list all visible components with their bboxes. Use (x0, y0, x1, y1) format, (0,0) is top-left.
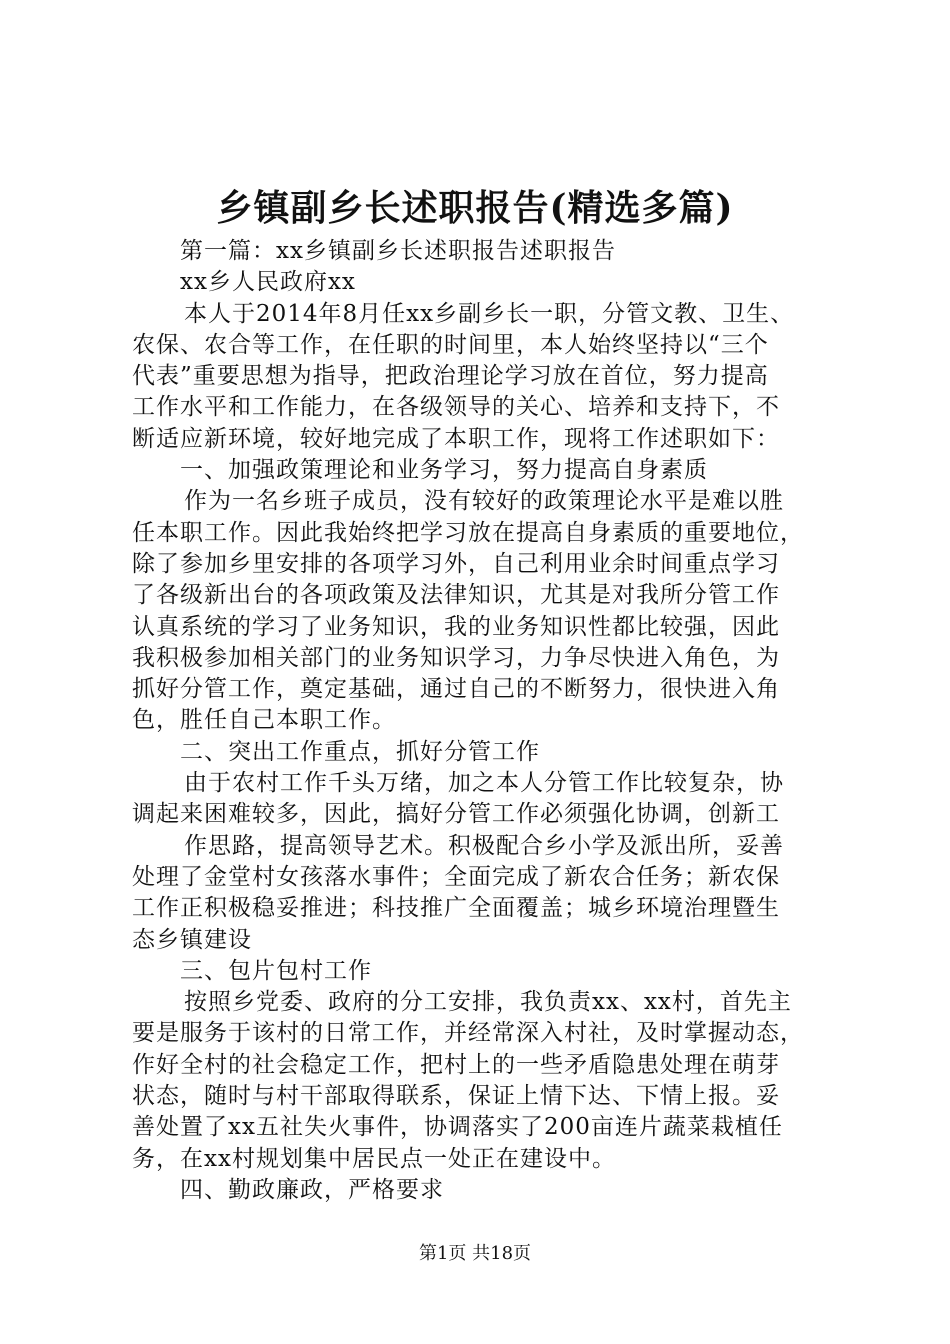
page-footer: 第1页 共18页 (418, 1243, 532, 1264)
section-heading: 第一篇：xx乡镇副乡长述职报告述职报告 (180, 238, 616, 264)
paragraph-line: 善处置了xx五社失火事件，协调落实了200亩连片蔬菜栽植任 (132, 1114, 783, 1141)
paragraph-line: 要是服务于该村的日常工作，并经常深入村社，及时掌握动态， (132, 1020, 804, 1047)
section-heading: 四、勤政廉政，严格要求 (180, 1176, 444, 1203)
paragraph-line: 作思路，提高领导艺术。积极配合乡小学及派出所，妥善 (184, 832, 784, 859)
paragraph-line: 作为一名乡班子成员，没有较好的政策理论水平是难以胜 (184, 488, 784, 515)
author-line: xx乡人民政府xx (180, 269, 356, 296)
paragraph-line: 态乡镇建设 (132, 926, 252, 953)
paragraph-line: 调起来困难较多，因此，搞好分管工作必须强化协调，创新工 (132, 801, 780, 828)
paragraph-line: 断适应新环境，较好地完成了本职工作，现将工作述职如下： (132, 425, 780, 452)
paragraph-line: 认真系统的学习了业务知识，我的业务知识性都比较强，因此 (132, 613, 780, 640)
paragraph-line: 农保、农合等工作，在任职的时间里，本人始终坚持以“三个 (132, 331, 769, 358)
paragraph-line: 处理了金堂村女孩落水事件；全面完成了新农合任务；新农保 (132, 863, 780, 890)
paragraph-line: 代表”重要思想为指导，把政治理论学习放在首位，努力提高 (132, 363, 769, 390)
paragraph-line: 作好全村的社会稳定工作，把村上的一些矛盾隐患处理在萌芽 (132, 1051, 780, 1078)
paragraph-line: 抓好分管工作，奠定基础，通过自己的不断努力，很快进入角 (132, 676, 780, 703)
section-heading: 一、加强政策理论和业务学习，努力提高自身素质 (180, 457, 708, 484)
paragraph-line: 状态，随时与村干部取得联系，保证上情下达、下情上报。妥 (132, 1083, 780, 1110)
paragraph-line: 由于农村工作千头万绪，加之本人分管工作比较复杂，协 (184, 770, 784, 797)
paragraph-line: 按照乡党委、政府的分工安排，我负责xx、xx村，首先主 (184, 989, 792, 1016)
document-body (132, 236, 844, 1206)
paragraph-line: 了各级新出台的各项政策及法律知识，尤其是对我所分管工作 (132, 582, 780, 609)
paragraph-line: 工作正积极稳妥推进；科技推广全面覆盖；城乡环境治理暨生 (132, 895, 780, 922)
section-heading: 二、突出工作重点，抓好分管工作 (180, 738, 540, 765)
paragraph-line: 色，胜任自己本职工作。 (132, 707, 396, 734)
paragraph-line: 工作水平和工作能力，在各级领导的关心、培养和支持下，不 (132, 394, 780, 421)
paragraph-line: 务，在xx村规划集中居民点一处正在建设中。 (132, 1145, 616, 1172)
paragraph-line: 本人于2014年8月任xx乡副乡长一职，分管文教、卫生、 (184, 300, 795, 327)
paragraph-line: 任本职工作。因此我始终把学习放在提高自身素质的重要地位， (132, 519, 804, 546)
section-heading: 三、包片包村工作 (180, 957, 372, 984)
paragraph-line: 我积极参加相关部门的业务知识学习，力争尽快进入角色，为 (132, 644, 780, 671)
paragraph-line: 除了参加乡里安排的各项学习外，自己利用业余时间重点学习 (132, 550, 780, 577)
document-title: 乡镇副乡长述职报告(精选多篇) (216, 187, 734, 229)
